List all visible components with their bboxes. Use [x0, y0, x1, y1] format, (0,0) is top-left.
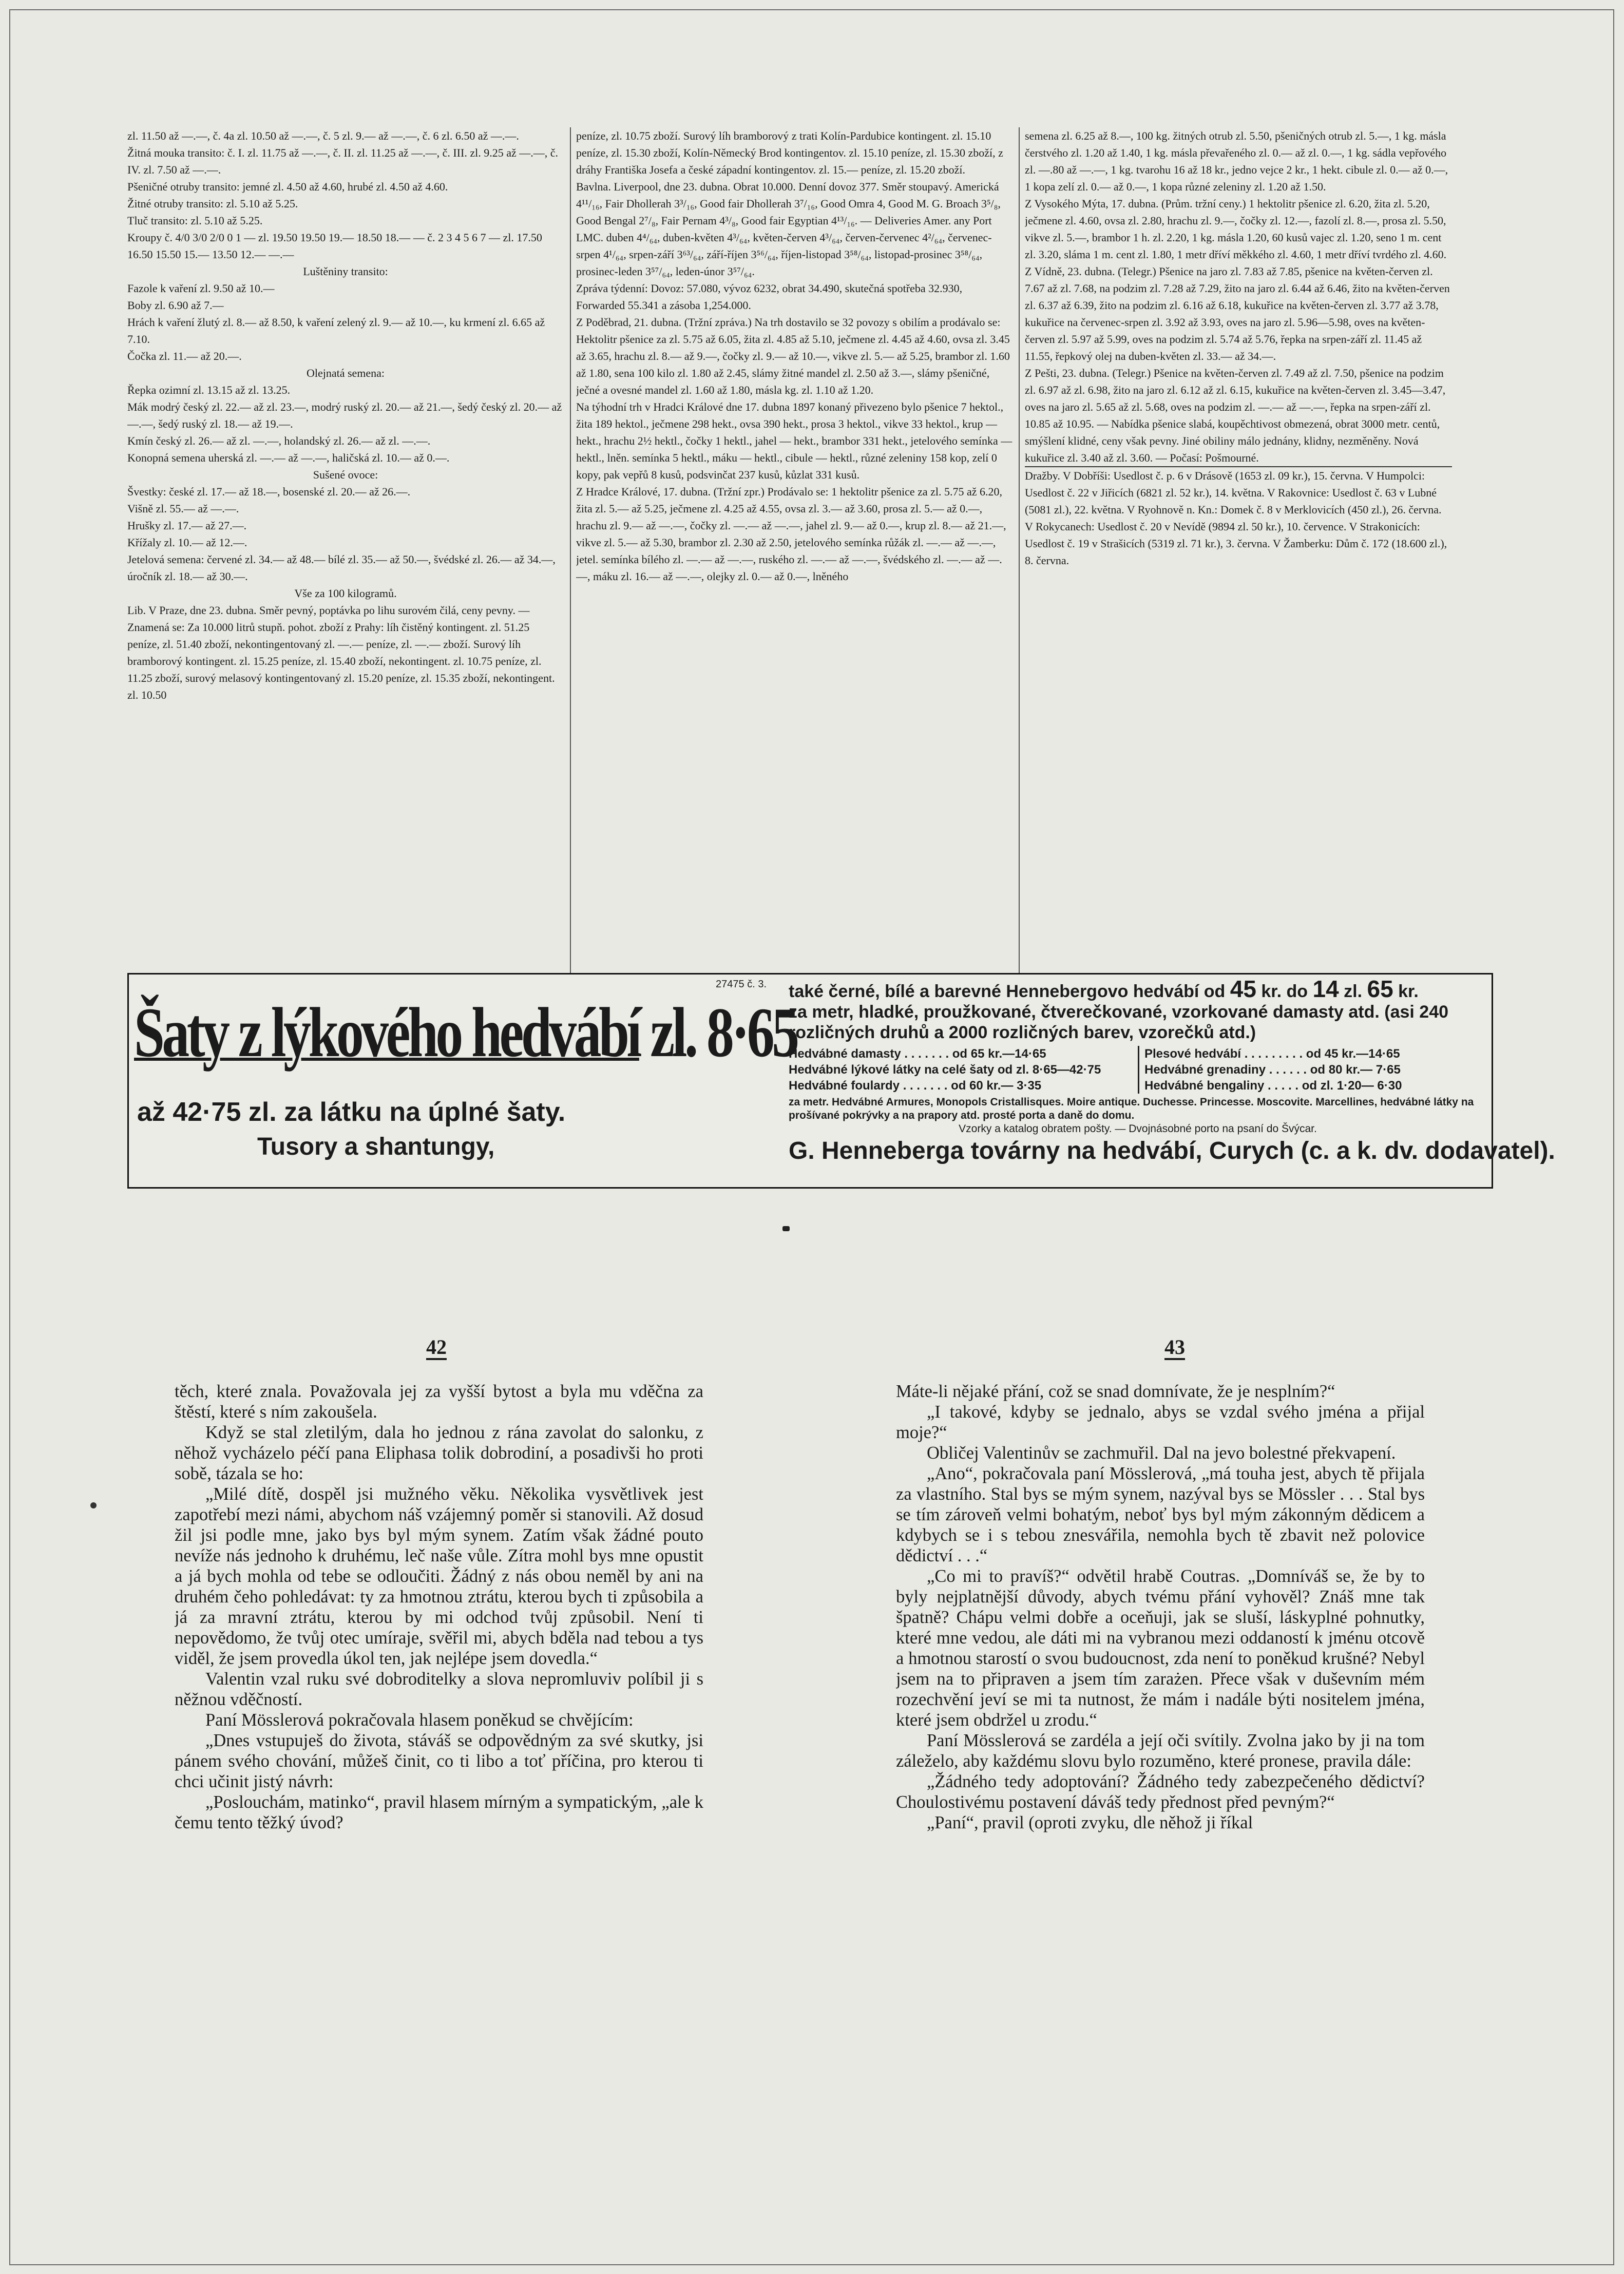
- advert-line1-text: kr.: [1393, 982, 1419, 1001]
- market-paragraph: Fazole k vaření zl. 9.50 až 10.—: [127, 282, 275, 295]
- advert-line1-text: zl.: [1339, 982, 1367, 1001]
- advert-price-line: [137, 1097, 565, 1128]
- silk-advertisement: [127, 973, 1555, 1189]
- story-paragraph: „Dnes vstupuješ do života, stáváš se odpovědným za své skutky, jsi pánem svého chování, můžeš činit, co ti libo a toť příčina, pro kterou ti chci učinit jistý návrh:: [175, 1731, 703, 1791]
- advert-line-4: Vzorky a katalog obratem pošty. — Dvojnásobné porto na psaní do Švýcar.: [959, 1123, 1317, 1135]
- advert-price-value: 42·75 zl.: [173, 1097, 277, 1127]
- story-paragraph: Paní Mösslerová pokračovala hlasem poněkud se chvějícím:: [205, 1710, 634, 1730]
- advert-price-suffix: za látku na úplné šaty.: [284, 1097, 566, 1127]
- page-number-left: 42: [426, 1335, 447, 1359]
- advert-table-cell: Hedvábné damasty . . . . . . . od 65 kr.—14·65: [789, 1047, 1046, 1061]
- story-column-left: [175, 1381, 703, 2064]
- market-paragraph: Bavlna. Liverpool, dne 23. dubna. Obrat 10.000. Denní dovoz 377. Směr stoupavý. Americká 4¹¹/₁₆, Fair Dhollerah 3³/₁₆, Good fair Dhollerah 3⁷/₁₆, Good Omra 4, Good M. G. Broach 3⁵/₈, Good Bengal 2⁷/₈, Fair Pernam 4³/₈, Good fair Egyptian 4¹³/₁₆. — Deliveries Amer. any Port LMC. duben 4⁴/₆₄, duben-květen 4³/₆₄, květen-červen 4³/₆₄, červen-červenec 4²/₆₄, červenec-srpen 4¹/₆₄, srpen-září 3⁶³/₆₄, září-říjen 3⁵⁶/₆₄, říjen-listopad 3⁵⁸/₆₄, listopad-prosinec 3⁵⁸/₆₄, prosinec-leden 3⁵⁷/₆₄, leden-únor 3⁵⁷/₆₄.: [576, 180, 1001, 278]
- market-paragraph: Na týhodní trh v Hradci Králové dne 17. dubna 1897 konaný přivezeno bylo pšenice 7 hektol., žita 189 hektol., ječmene 298 hekt., ovsa 390 hekt., prosa 3 hektol., vikve 33 hektol., krup — hekt., hrachu 2½ hektl., čočky 1 hektl., jahel — hekt., brambor 331 hekt., jetelového semínka — hektl., lněn. semínka 5 hektl., máku — hektl., cibule — hektl., různé zeleniny 158 kop, zelí 0 kopy, pak vepřů 8 kusů, podsvinčat 237 kusů, kůzlat 331 kusů.: [576, 400, 1012, 481]
- market-paragraph: Pšeničné otruby transito: jemné zl. 4.50 až 4.60, hrubé zl. 4.50 až 4.60.: [127, 180, 448, 193]
- market-paragraph: Řepka ozimní zl. 13.15 až zl. 13.25.: [127, 384, 291, 396]
- advert-table-cell: Hedvábné foulardy . . . . . . . od 60 kr.— 3·35: [789, 1079, 1042, 1093]
- market-paragraph: Dražby. V Dobříši: Usedlost č. p. 6 v Drásově (1653 zl. 09 kr.), 15. června. V Humpolci: Usedlost č. 22 v Jiřicích (6821 zl. 52 kr.), 14. května. V Rakovnice: Usedlost č. 63 v Lubné (5081 zl.), 22. května. V Ryohnově n. Kn.: Domek č. 8 v Merklovicích (450 zl.), 26. června. V Rokycanech: Usedlost č. 20 v Nevídě (9894 zl. 50 kr.), 10. července. V Strakonicích: Usedlost č. 19 v Strašicích (5319 zl. 71 kr.), 3. června. V Žamberku: Dům č. 172 (18.600 zl.), 8. června.: [1025, 466, 1452, 569]
- market-paragraph: Mák modrý český zl. 22.— až zl. 23.—, modrý ruský zl. 20.— až 21.—, šedý český zl. 20.— až —.—, šedý ruský zl. 18.— až 19.—.: [127, 400, 562, 430]
- story-paragraph: „I takové, kdyby se jednalo, abys se vzdal svého jména a přijal moje?“: [896, 1402, 1425, 1442]
- market-paragraph: Jetelová semena: červené zl. 34.— až 48.— bílé zl. 35.— až 50.—, švédské zl. 26.— až 34.—, úročník zl. 18.— až 30.—.: [127, 553, 556, 583]
- page-number-right: 43: [1164, 1335, 1185, 1359]
- market-reports-section: [127, 127, 1452, 974]
- story-paragraph: Když se stal zletilým, dala ho jednou z rána zavolat do salonku, z něhož vycházelo péčí pana Eliphasa tolik dobrodiní, a posadivši ho proti sobě, tázala se ho:: [175, 1423, 703, 1483]
- advert-line1-price: 45: [1230, 976, 1256, 1002]
- advert-table-row: [789, 1078, 1487, 1094]
- market-heading: Olejnatá semena:: [306, 367, 385, 379]
- market-heading: Sušené ovoce:: [313, 468, 378, 481]
- market-column-3: [1025, 127, 1452, 974]
- advert-line1-price: 65: [1367, 976, 1393, 1002]
- market-paragraph: Hrušky zl. 17.— až 27.—.: [127, 519, 247, 532]
- market-paragraph: Žitná mouka transito: č. I. zl. 11.75 až —.—, č. II. zl. 11.25 až —.—, č. III. zl. 9.25 až —.—, č. IV. zl. 7.50 až —.—.: [127, 146, 559, 176]
- market-heading: Luštěniny transito:: [303, 265, 388, 278]
- column-rule: [1019, 127, 1020, 974]
- market-paragraph: Křížaly zl. 10.— až 12.—.: [127, 536, 247, 549]
- story-paragraph: „Ano“, pokračovala paní Mösslerová, „má touha jest, abych tě přijala za vlastního. Stal bys se mým synem, nazýval bys se Mössler . . . Stal bys se tím zároveň velmi bohatým, neboť bys byl mým zákonným dědicem a kdybych se i s tebou znesvářila, nemohla bych tě zbavit než polovice dědictví . . .“: [896, 1464, 1425, 1565]
- story-paragraph: „Poslouchám, matinko“, pravil hlasem mírným a sympatickým, „ale k čemu tento těžký úvod?: [175, 1792, 703, 1832]
- story-paragraph: Máte-li nějaké přání, což se snad domnívate, že je nesplním?“: [896, 1382, 1335, 1401]
- market-note: Vše za 100 kilogramů.: [294, 587, 397, 600]
- market-paragraph: peníze, zl. 10.75 zboží. Surový líh bramborový z trati Kolín-Pardubice kontingent. zl. 15.10 peníze, zl. 15.30 zboží, Kolín-Německý Brod kontingentov. zl. 15.10 peníze, zl. 15.30 zboží, z dráhy Františka Josefa a české západní kontingentov. zl. 15.— peníze, zl. 15.20 zboží.: [576, 129, 1003, 176]
- advert-table-cell: Hedvábné grenadiny . . . . . . od 80 kr.— 7·65: [1138, 1062, 1487, 1078]
- market-paragraph: Z Vysokého Mýta, 17. dubna. (Prům. tržní ceny.) 1 hektolitr pšenice zl. 6.20, žita zl. 5.20, ječmene zl. 4.60, ovsa zl. 2.80, hrachu zl. 9.—, čočky zl. 12.—, fazolí zl. 8.—, prosa zl. 5.50, vikve zl. 5.—, brambor 1 h. zl. 2.20, 1 kg. másla 1.20, 60 kusů vajec zl. 1.20, seno 1 m. cent zl. 3.20, sláma 1 m. cent zl. 1.80, 1 metr dříví měkkého zl. 4.60, 1 metr dříví tvrdého zl. 4.60.: [1025, 197, 1447, 261]
- advert-table-cell: Plesové hedvábí . . . . . . . . . od 45 kr.—14·65: [1138, 1046, 1487, 1062]
- market-column-1: [127, 127, 564, 974]
- market-paragraph: Tluč transito: zl. 5.10 až 5.25.: [127, 214, 263, 227]
- advert-headline-text: Šaty z lýkového hedvábí: [134, 993, 639, 1072]
- story-paragraph: „Žádného tedy adoptování? Žádného tedy zabezpečeného dědictví? Choulostivému postavení dáváš tedy přednost před pevným?“: [896, 1772, 1425, 1812]
- advert-right: [789, 976, 1555, 1184]
- ink-mark: [782, 1226, 790, 1231]
- advert-firm: G. Henneberga továrny na hedvábí, Curych (c. a k. dv. dodavatel).: [789, 1137, 1555, 1164]
- story-paragraph: „Milé dítě, dospěl jsi mužného věku. Několika vysvětlivek jest zapotřebí mezi námi, abychom náš vzájemný poměr si stanovili. Až dosud žil jsi podle mne, jako bys byl mým synem. Zatím však žádné pouto nevíže nás jednoho k druhému, leč naše vůle. Zítra mohl bys mne opustit a já bych mohla od tebe se odloučiti. Žádný z nás obou neměl by ani na druhém čeho pohledávat: ty za hmotnou ztrátu, kterou bych ti způsobila a já za mravní ztrátu, kterou by mi odchod tvůj způsobil. Není ti nepovědomo, že tvůj otec umíraje, svěřil mi, abych bděla nad tebou a tys viděl, že jsem provedla úkol ten, jak nejlépe jsem dovedla.“: [175, 1484, 703, 1668]
- story-paragraph: těch, které znala. Považovala jej za vyšší bytost a byla mu vděčna za štěstí, které s ním zakoušela.: [175, 1382, 703, 1422]
- advert-headline-price: zl. 8·65: [650, 993, 797, 1072]
- market-paragraph: Švestky: české zl. 17.— až 18.—, bosenské zl. 20.— až 26.—.: [127, 485, 411, 498]
- advert-line-1: [789, 976, 1487, 1002]
- ink-speck: [90, 1502, 97, 1508]
- column-rule: [570, 127, 571, 974]
- market-paragraph: Z Pešti, 23. dubna. (Telegr.) Pšenice na květen-červen zl. 7.49 až zl. 7.50, pšenice na podzim zl. 6.97 až zl. 6.98, žito na jaro zl. 6.12 až zl. 6.15, kukuřice na květen-červen zl. 3.45—3.47, oves na jaro zl. 5.65 až zl. 5.68, oves na podzim zl. —.— až —.—, řepka na srpen-září zl. 10.85 až 10.95. — Nabídka pšenice slabá, koupěchtivost obmezená, obrat 3000 metr. centů, smýšlení klidné, ceny však pevny. Jiné obiliny málo jednány, klidny, nezměněny. Nová kukuřice zl. 3.40 až zl. 3.60. — Počasí: Pošmourné.: [1025, 367, 1446, 464]
- story-paragraph: Obličej Valentinův se zachmuřil. Dal na jevo bolestné překvapení.: [927, 1443, 1396, 1463]
- market-paragraph: Višně zl. 55.— až —.—.: [127, 502, 239, 515]
- advert-line1-text: černé, bílé a barevné Hennebergovo hedvábí od: [824, 982, 1230, 1001]
- market-paragraph: semena zl. 6.25 až 8.—, 100 kg. žitných otrub zl. 5.50, pšeničných otrub zl. 5.—, 1 kg. másla čerstvého zl. 1.20 až 1.40, 1 kg. másla převařeného zl. 0.— až zl. 0.—, 1 kg. sádla vepřového zl. —.80 až —.—, 1 kg. tvarohu 16 až 18 kr., jedno vejce 2 kr., 1 hekt. cibule zl. 0.— až 0.—, 1 kopa zelí zl. 0.— až 0.—, 1 kopa různé zeleniny zl. 1.20 až 1.50.: [1025, 129, 1448, 193]
- advert-price-table: [789, 1046, 1487, 1094]
- market-paragraph: Z Poděbrad, 21. dubna. (Tržní zpráva.) Na trh dostavilo se 32 povozy s obilím a prodávalo se: Hektolitr pšenice za zl. 5.75 až 6.05, žita zl. 4.85 až 5.10, ječmene zl. 4.45 až 4.60, ovsa zl. 3.45 až 3.65, hrachu zl. 8.— až 9.—, čočky zl. 9.— až 10.—, vikve zl. 5.— až 5.25, brambor zl. 1.60 až 1.80, sena 100 kilo zl. 1.80 až 2.45, slámy žitné mandel zl. 2.50 až 3.—, slámy pšeničné, ječné a ovesné mandel zl. 1.60 až 1.80, másla kg. zl. 1.10 až 1.20.: [576, 316, 1010, 396]
- advert-left: [134, 979, 797, 1184]
- advert-line-2: za metr, hladké, proužkované, čtverečkované, vzorkované damasty atd. (asi 240 rozličných druhů a 2000 rozličných barev, vzorečků atd.): [789, 1002, 1449, 1042]
- story-column-right: [896, 1381, 1425, 2064]
- market-paragraph: Čočka zl. 11.— až 20.—.: [127, 350, 242, 362]
- market-paragraph: Hrách k vaření žlutý zl. 8.— až 8.50, k vaření zelený zl. 9.— až 10.—, ku krmení zl. 6.65 až 7.10.: [127, 316, 545, 346]
- advert-line1-price: 14: [1312, 976, 1339, 1002]
- story-paragraph: „Paní“, pravil (oproti zvyku, dle něhož ji říkal: [927, 1813, 1253, 1832]
- advert-subline: Tusory a shantungy,: [257, 1133, 495, 1160]
- market-column-2: [576, 127, 1012, 974]
- advert-line1-text: kr. do: [1256, 982, 1313, 1001]
- market-paragraph: Konopná semena uherská zl. —.— až —.—, haličská zl. 10.— až 0.—.: [127, 451, 450, 464]
- market-paragraph: Kmín český zl. 26.— až zl. —.—, holandský zl. 26.— až zl. —.—.: [127, 434, 431, 447]
- story-paragraph: Paní Mösslerová se zardéla a její oči svítily. Zvolna jako by ji na tom záleželo, aby každému slovu bylo rozuměno, které pronese, pravila dále:: [896, 1731, 1425, 1771]
- advert-table-cell: Hedvábné bengaliny . . . . . od zl. 1·20— 6·30: [1138, 1078, 1487, 1094]
- market-paragraph: Kroupy č. 4/0 3/0 2/0 0 1 — zl. 19.50 19.50 19.— 18.50 18.— — č. 2 3 4 5 6 7 — zl. 17.50 16.50 15.50 15.— 13.50 12.— —.—: [127, 231, 542, 261]
- market-paragraph: Z Hradce Králové, 17. dubna. (Tržní zpr.) Prodávalo se: 1 hektolitr pšenice za zl. 5.75 až 6.20, žita zl. 5.— až 5.25, ječmene zl. 4.25 až 4.55, ovsa zl. 3.— až 3.60, prosa zl. 5.— až 0.—, hrachu zl. 9.— až —.—, čočky zl. —.— až —.—, jahel zl. 9.— až 0.—, krup zl. 8.— až 21.—, vikve zl. 5.— až 5.30, brambor zl. 2.30 až 2.50, jetelového semínka růžák zl. —.— až —.—, jetel. semínka bílého zl. —.— až —.—, ruského zl. —.— až —.—, švédského zl. —.— až —.—, máku zl. 16.— až —.—, olejky zl. 0.— až 0.—, lněného: [576, 485, 1006, 583]
- market-paragraph: Lib. V Praze, dne 23. dubna. Směr pevný, poptávka po lihu surovém čilá, ceny pevny. — Znamená se: Za 10.000 litrů stupň. pohot. zboží z Prahy: líh čistěný kontingent. zl. 51.25 peníze, zl. 51.40 zboží, nekontingentovaný zl. —.— peníze, zl. —.— zboží. Surový líh bramborový kontingent. zl. 15.25 peníze, zl. 15.40 zboží, nekontingent. zl. 10.75 peníze, zl. 11.25 zboží, surový melasový kontingentovaný zl. 15.20 peníze, zl. 15.35 zboží, nekontingent. zl. 10.50: [127, 604, 555, 701]
- advert-price-prefix: až: [137, 1097, 165, 1127]
- advert-table-cell: Hedvábné lýkové látky na celé šaty od zl. 8·65—42·75: [789, 1063, 1101, 1077]
- advert-line-3: za metr. Hedvábné Armures, Monopols Cristallisques. Moire antique. Duchesse. Princesse. Moscovite. Marcellines, hedvábné látky na prošívané pokrývky a na prapory atd. prosté porta a daně do domu.: [789, 1096, 1474, 1121]
- advert-table-row: [789, 1062, 1487, 1078]
- advert-table-row: [789, 1046, 1487, 1062]
- story-paragraph: Valentin vzal ruku své dobroditelky a slova nepromluviv políbil ji s něžnou vděčností.: [175, 1669, 703, 1709]
- market-paragraph: zl. 11.50 až —.—, č. 4a zl. 10.50 až —.—, č. 5 zl. 9.— až —.—, č. 6 zl. 6.50 až —.—.: [127, 129, 519, 142]
- advert-number: 27475 č. 3.: [716, 979, 767, 990]
- market-paragraph: Žitné otruby transito: zl. 5.10 až 5.25.: [127, 197, 298, 210]
- advert-headline: [134, 994, 797, 1071]
- advert-line1-prefix: také: [789, 982, 824, 1001]
- market-paragraph: Z Vídně, 23. dubna. (Telegr.) Pšenice na jaro zl. 7.83 až 7.85, pšenice na květen-červen zl. 7.67 až zl. 7.68, na podzim zl. 7.28 až 7.29, žito na jaro zl. 6.44 až 6.46, žito na květen-červen zl. 6.37 až 6.39, žito na podzim zl. 6.16 až 6.18, kukuřice na květen-červen zl. 3.77 až 3.78, kukuřice na červenec-srpen zl. 3.92 až 3.93, oves na jaro zl. 5.96—5.98, oves na květen-červen zl. 5.97 až 5.99, oves na podzim zl. 5.74 až 5.76, řepka na srpen-září zl. 11.45 až 11.55, řepkový olej na duben-květen zl. 33.— až 34.—.: [1025, 265, 1450, 362]
- market-paragraph: Zpráva týdenní: Dovoz: 57.080, vývoz 6232, obrat 34.490, skutečná spotřeba 32.930, Forwarded 55.341 a zásoba 1,254.000.: [576, 282, 963, 312]
- market-paragraph: Boby zl. 6.90 až 7.—: [127, 299, 224, 312]
- story-paragraph: „Co mi to pravíš?“ odvětil hrabě Coutras. „Domníváš se, že by to byly nejplatnější důvody, abych tvému přání vyhověl? Znáš mne tak špatně? Chápu velmi dobře a oceňuji, jak se sluší, láskyplné pohnutky, které mne vedou, ale dáti mi na vybranou mezi oddaností k jménu otcově a hmotnou starostí o svou budoucnost, zda není to poněkud krušné? Nebyl jsem na to připraven a jsem tím zarażen. Přece však v duševním mém rozechvění jeví se mi ta nutnost, že mám i nadále býti nositelem jména, které jsem obdržel u zrodu.“: [896, 1566, 1425, 1730]
